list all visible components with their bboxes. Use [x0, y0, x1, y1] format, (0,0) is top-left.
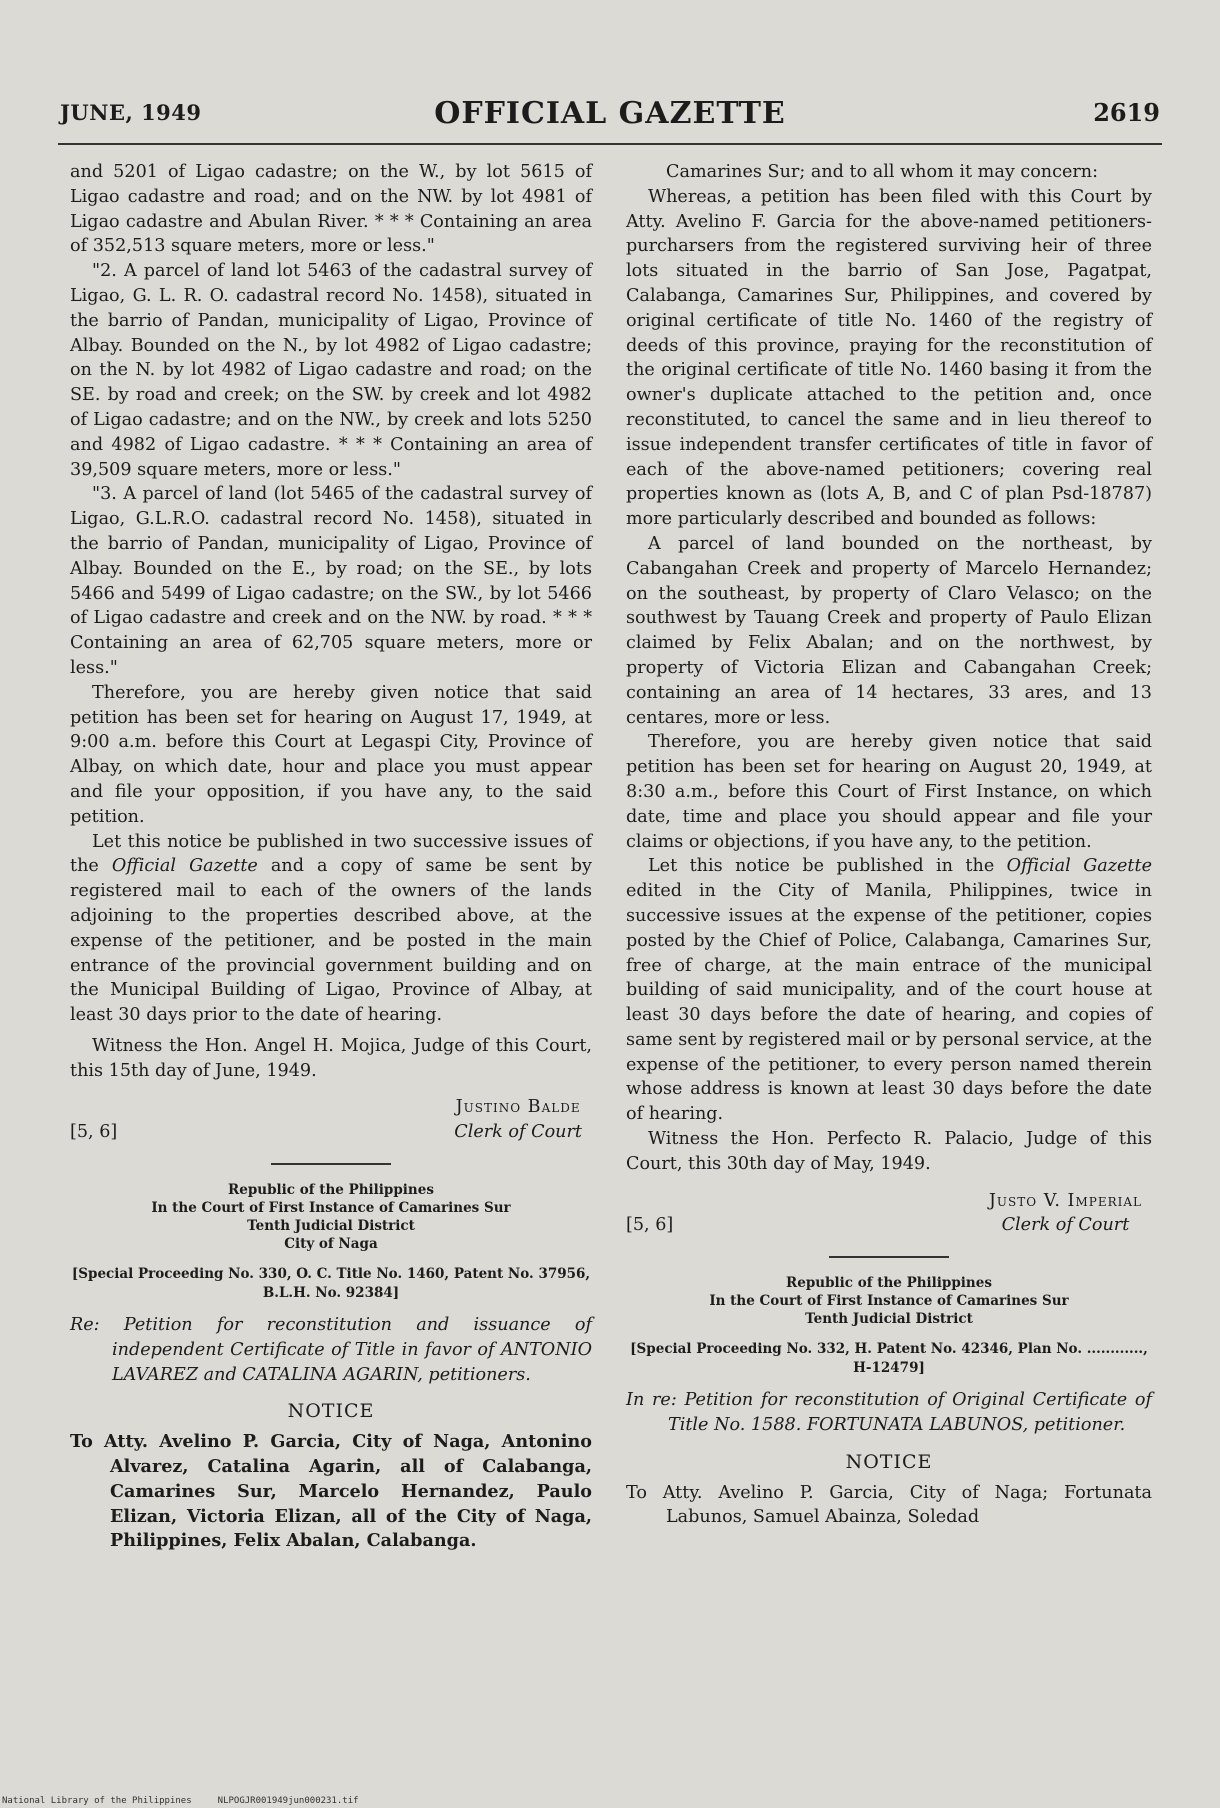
case-caption: Re: Petition for reconstitution and issuance of independent Certificate of Title in favor of ANTONIO LAVAREZ and CATALINA AGARIN, petitioners.	[70, 1315, 593, 1385]
court-heading: Republic of the Philippines In the Court of First Instance of Camarines Sur Tenth Judicial District	[709, 1275, 1069, 1328]
signatory-title: Clerk of Court	[454, 1122, 582, 1143]
page-number: 2619	[1093, 98, 1160, 127]
left-column	[70, 160, 592, 1554]
paragraph: and 5201 of Ligao cadastre; on the W., by lot 5615 of Ligao cadastre and road; and on the NW. by lot 4981 of Ligao cadastre and Abulan River. * * * Containing an area of 352,513 square meters, more or less."	[70, 162, 592, 257]
issue-code: [5, 6]	[70, 1122, 118, 1143]
proceeding-reference: [Special Proceeding No. 332, H. Patent No. 42346, Plan No. ............, H-12479]	[630, 1341, 1148, 1377]
paragraph: Let this notice be published in the Official Gazette edited in the City of Manila, Philippines, twice in successive issues at the expense of the petitioner, copies posted by the Chief of Police, Calabanga, Camarines Sur, free of charge, at the main entrace of the municipal building of said municipality, and of the court house at least 30 days before the date of hearing, and copies of same sent by registered mail or by personal service, at the expense of the petitioner, to every person named therein whose address is known at least 30 days before the date of hearing.	[626, 856, 1152, 1125]
section-divider	[829, 1256, 949, 1258]
section-divider	[271, 1163, 391, 1165]
witness-paragraph: Witness the Hon. Angel H. Mojica, Judge of this Court, this 15th day of June, 1949.	[70, 1035, 592, 1081]
header-rule	[58, 143, 1162, 145]
signatory-name: Justo V. Imperial	[988, 1190, 1142, 1211]
case-caption: In re: Petition for reconstitution of Original Certificate of Title No. 1588. FORTUNATA LABUNOS, petitioner.	[626, 1390, 1152, 1436]
paragraph: Therefore, you are hereby given notice that said petition has been set for hearing on August 20, 1949, at 8:30 a.m., before this Court of First Instance, on which date, time and place you should appear and file your claims or objections, if you have any, to the petition.	[626, 732, 1152, 852]
paragraph: Whereas, a petition has been filed with this Court by Atty. Avelino F. Garcia for the above-named petitioners-purcharsers from the registered surviving heir of three lots situated in the barrio of San Jose, Pagatpat, Calabanga, Camarines Sur, Philippines, and covered by original certificate of title No. 1460 of the registry of deeds of this province, praying for the reconstitution of the original certificate of title No. 1460 basing it from the owner's duplicate attached to the petition and, once reconstituted, to cancel the same and in lieu thereof to issue independent transfer certificates of title in favor of each of the above-named petitioners; covering real properties known as (lots A, B, and C of plan Psd-18787) more particularly described and bounded as follows:	[626, 186, 1152, 530]
gazette-name: Official Gazette	[111, 856, 258, 877]
signatory-name: Justino Balde	[455, 1097, 581, 1118]
page-header	[60, 96, 1160, 140]
gazette-name: Official Gazette	[1006, 856, 1152, 877]
paragraph: "2. A parcel of land lot 5463 of the cadastral survey of Ligao, G. L. R. O. cadastral record No. 1458), situated in the barrio of Pandan, municipality of Ligao, Province of Albay. Bounded on the N., by lot 4982 of Ligao cadastre; on the N. by lot 4982 of Ligao cadastre and road; on the SE. by road and creek; on the SW. by creek and lot 4982 of Ligao cadastre; and on the NW., by creek and lots 5250 and 4982 of Ligao cadastre. * * * Containing an area of 39,509 square meters, more or less."	[70, 261, 592, 480]
publication-title: OFFICIAL GAZETTE	[434, 96, 786, 131]
right-column	[626, 160, 1152, 1530]
paragraph: Therefore, you are hereby given notice that said petition has been set for hearing on August 17, 1949, at 9:00 a.m. before this Court at Legaspi City, Province of Albay, on which date, hour and place you must appear and file your opposition, if you have any, to the said petition.	[70, 682, 592, 827]
paragraph: Let this notice be published in two successive issues of the Official Gazette and a copy of same be sent by registered mail to each of the owners of the lands adjoining to the properties described above, at the expense of the petitioner, and be posted in the main entrance of the provincial government building and on the Municipal Building of Ligao, Province of Albay, at least 30 days prior to the date of hearing.	[70, 831, 593, 1026]
proceeding-reference: [Special Proceeding No. 330, O. C. Title No. 1460, Patent No. 37956, B.L.H. No. 92384]	[71, 1266, 591, 1302]
signature-block	[70, 1095, 592, 1145]
addressees: To Atty. Avelino P. Garcia, City of Naga; Fortunata Labunos, Samuel Abainza, Soledad	[626, 1482, 1152, 1528]
issue-code: [5, 6]	[626, 1215, 674, 1236]
notice-heading: NOTICE	[287, 1400, 375, 1423]
court-heading: Republic of the Philippines In the Court of First Instance of Camarines Sur Tenth Judicial District City of Naga	[151, 1182, 511, 1253]
library-credit: National Library of the Philippines	[2, 1796, 192, 1806]
paragraph: A parcel of land bounded on the northeast, by Cabangahan Creek and property of Marcelo Hernandez; on the southeast, by property of Claro Velasco; on the southwest by Tauang Creek and property of Paulo Elizan claimed by Felix Abalan; and on the northwest, by property of Victoria Elizan and Cabangahan Creek; containing an area of 14 hectares, 33 ares, and 13 centares, more or less.	[626, 533, 1152, 728]
signatory-title: Clerk of Court	[1001, 1215, 1130, 1236]
addressees: To Atty. Avelino P. Garcia, City of Naga, Antonino Alvarez, Catalina Agarin, all of Calabanga, Camarines Sur, Marcelo Hernandez, Paulo Elizan, Victoria Elizan, all of the City of Naga, Philippines, Felix Abalan, Calabanga.	[70, 1431, 592, 1552]
signature-block	[626, 1189, 1152, 1239]
scan-filename: NLPOGJR001949jun000231.tif	[217, 1796, 359, 1806]
witness-paragraph: Witness the Hon. Perfecto R. Palacio, Judge of this Court, this 30th day of May, 1949.	[626, 1129, 1152, 1174]
paragraph: Camarines Sur; and to all whom it may concern:	[666, 162, 1099, 182]
paragraph: "3. A parcel of land (lot 5465 of the cadastral survey of Ligao, G.L.R.O. cadastral record No. 1458), situated in the barrio of Pandan, municipality of Ligao, Province of Albay. Bounded on the E., by road; on the SE., by lots 5466 and 5499 of Ligao cadastre; on the SW., by lot 5466 of Ligao cadastre and creek and on the NW. by road. * * * Containing an area of 62,705 square meters, more or less."	[70, 484, 592, 678]
scan-footer	[2, 1796, 385, 1806]
notice-heading: NOTICE	[845, 1450, 933, 1473]
issue-date: JUNE, 1949	[60, 100, 202, 125]
